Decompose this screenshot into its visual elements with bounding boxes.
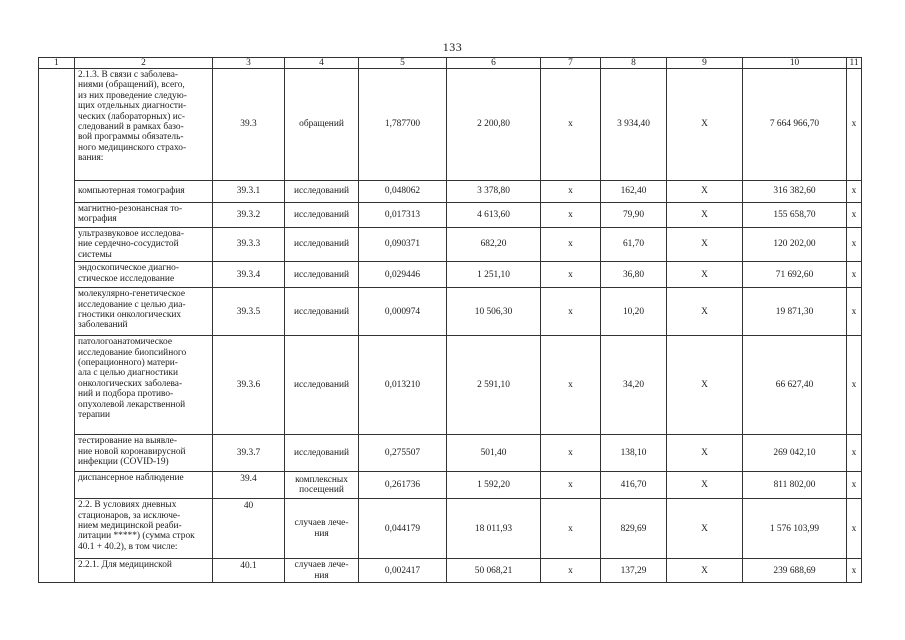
indicator-name-line: ческих (лабораторных) ис- xyxy=(78,111,186,122)
unit-line: исследований xyxy=(293,269,350,280)
col7-value: х xyxy=(541,288,601,336)
unit-line: исследований xyxy=(293,186,350,197)
cost-norm: 1 592,20 xyxy=(447,472,541,499)
indicator-name xyxy=(75,288,213,336)
row-code: 39.3 xyxy=(213,69,285,181)
indicator-name-line: терапии xyxy=(78,410,111,421)
col7-value: х xyxy=(541,435,601,472)
unit-line: случаев лече- xyxy=(294,518,349,529)
indicator-name xyxy=(75,203,213,228)
indicator-name xyxy=(75,435,213,472)
unit-line: исследований xyxy=(293,239,350,250)
col9-value: Х xyxy=(667,262,743,288)
volume-norm: 0,261736 xyxy=(359,472,447,499)
total-cost: 316 382,60 xyxy=(743,181,847,203)
indicator-name-line: компьютерная томография xyxy=(78,186,185,197)
per-capita-value: 829,69 xyxy=(601,499,667,559)
col11-value: х xyxy=(847,559,862,583)
unit-line: комплексных xyxy=(295,474,348,485)
col7-value: х xyxy=(541,228,601,262)
total-cost: 239 688,69 xyxy=(743,559,847,583)
total-cost: 66 627,40 xyxy=(743,336,847,435)
indicator-name-line: гностики онкологических xyxy=(78,310,182,321)
column-number-cell: 2 xyxy=(75,58,213,69)
indicator-name xyxy=(75,69,213,181)
indicator-name-line: стическое исследование xyxy=(78,273,175,284)
table-row xyxy=(39,181,862,203)
col11-value: х xyxy=(847,472,862,499)
column-number-cell: 11 xyxy=(847,58,862,69)
table-row xyxy=(39,228,862,262)
indicator-name-line: патологоанатомическое xyxy=(78,337,172,348)
unit-line: ния xyxy=(314,528,329,539)
col11-value: х xyxy=(847,336,862,435)
per-capita-value: 137,29 xyxy=(601,559,667,583)
row-code: 39.3.1 xyxy=(213,181,285,203)
col7-value: х xyxy=(541,336,601,435)
total-cost: 19 871,30 xyxy=(743,288,847,336)
unit-of-measure xyxy=(285,499,359,559)
unit-of-measure xyxy=(285,288,359,336)
unit-of-measure xyxy=(285,181,359,203)
volume-norm: 0,002417 xyxy=(359,559,447,583)
col9-value: Х xyxy=(667,69,743,181)
unit-line: посещений xyxy=(299,485,344,496)
indicator-name-line: ний и подбора противо- xyxy=(78,389,174,400)
col11-value: х xyxy=(847,499,862,559)
col9-value: Х xyxy=(667,499,743,559)
unit-line: случаев лече- xyxy=(294,560,349,571)
indicator-name-line: онкологических заболева- xyxy=(78,378,183,389)
volume-norm: 1,787700 xyxy=(359,69,447,181)
indicator-name-line: стационаров, за исключе- xyxy=(78,510,181,521)
column-number-cell: 1 xyxy=(39,58,75,69)
indicator-name-line: нием медицинской реаби- xyxy=(78,521,182,532)
cost-norm: 18 011,93 xyxy=(447,499,541,559)
col11-value: х xyxy=(847,203,862,228)
indicator-name xyxy=(75,499,213,559)
indicator-name xyxy=(75,336,213,435)
unit-of-measure xyxy=(285,559,359,583)
col9-value: Х xyxy=(667,203,743,228)
cost-norm: 2 591,10 xyxy=(447,336,541,435)
column-number-cell: 9 xyxy=(667,58,743,69)
table-row xyxy=(39,203,862,228)
indicator-name-line: щих отдельных диагности- xyxy=(78,101,187,112)
unit-of-measure xyxy=(285,228,359,262)
indicator-name-line: ние новой коронавирусной xyxy=(78,446,186,457)
indicator-name-line: системы xyxy=(78,249,112,260)
unit-of-measure xyxy=(285,472,359,499)
col9-value: Х xyxy=(667,336,743,435)
column-number-cell: 8 xyxy=(601,58,667,69)
volume-norm: 0,000974 xyxy=(359,288,447,336)
cost-norm: 501,40 xyxy=(447,435,541,472)
per-capita-value: 34,20 xyxy=(601,336,667,435)
col9-value: Х xyxy=(667,288,743,336)
total-cost: 1 576 103,99 xyxy=(743,499,847,559)
col9-value: Х xyxy=(667,559,743,583)
indicator-name-line: ниями (обращений), всего, xyxy=(78,80,185,91)
column-number-cell: 5 xyxy=(359,58,447,69)
per-capita-value: 61,70 xyxy=(601,228,667,262)
table-row xyxy=(39,336,862,435)
unit-line: исследований xyxy=(293,306,350,317)
cost-norm: 3 378,80 xyxy=(447,181,541,203)
indicator-name-line: ние сердечно-сосудистой xyxy=(78,239,179,250)
volume-norm: 0,017313 xyxy=(359,203,447,228)
per-capita-value: 36,80 xyxy=(601,262,667,288)
indicator-name-line: вой программы обязатель- xyxy=(78,132,184,143)
indicator-name xyxy=(75,262,213,288)
total-cost: 155 658,70 xyxy=(743,203,847,228)
indicator-name-line: следований в рамках базо- xyxy=(78,122,184,133)
cost-norm: 10 506,30 xyxy=(447,288,541,336)
unit-of-measure xyxy=(285,435,359,472)
col11-value: х xyxy=(847,181,862,203)
indicator-name-line: ного медицинского страхо- xyxy=(78,142,187,153)
indicator-name-line: из них проведение следую- xyxy=(78,90,187,101)
indicator-name-line: исследование биопсийного xyxy=(78,347,187,358)
indicator-name-line: 40.1 + 40.2), в том числе: xyxy=(78,541,178,552)
indicator-name-line: опухолевой лекарственной xyxy=(78,399,186,410)
cost-norm: 4 613,60 xyxy=(447,203,541,228)
cost-norm: 1 251,10 xyxy=(447,262,541,288)
unit-line: исследований xyxy=(293,448,350,459)
column-number-cell: 3 xyxy=(213,58,285,69)
indicator-name-line: эндоскопическое диагно- xyxy=(78,263,179,274)
total-cost: 811 802,00 xyxy=(743,472,847,499)
volume-norm: 0,090371 xyxy=(359,228,447,262)
row-group-cell xyxy=(39,69,75,583)
indicator-name xyxy=(75,472,213,499)
table-row xyxy=(39,288,862,336)
page-number: 133 xyxy=(442,40,463,54)
indicator-name-line: 2.2. В условиях дневных xyxy=(78,500,177,511)
col9-value: Х xyxy=(667,472,743,499)
indicator-name-line: заболеваний xyxy=(78,320,128,331)
column-number-cell: 10 xyxy=(743,58,847,69)
per-capita-value: 3 934,40 xyxy=(601,69,667,181)
col7-value: х xyxy=(541,203,601,228)
volume-norm: 0,275507 xyxy=(359,435,447,472)
table-row xyxy=(39,69,862,181)
total-cost: 269 042,10 xyxy=(743,435,847,472)
column-number-cell: 6 xyxy=(447,58,541,69)
unit-line: исследований xyxy=(293,209,350,220)
row-code: 40.1 xyxy=(213,559,285,583)
indicator-name-line: вания: xyxy=(78,153,104,164)
indicator-name-line: инфекции (COVID-19) xyxy=(78,457,169,468)
col7-value: х xyxy=(541,181,601,203)
total-cost: 120 202,00 xyxy=(743,228,847,262)
row-code: 40 xyxy=(213,499,285,559)
col9-value: Х xyxy=(667,228,743,262)
total-cost: 71 692,60 xyxy=(743,262,847,288)
indicator-name-line: (операционного) матери- xyxy=(78,358,178,369)
per-capita-value: 10,20 xyxy=(601,288,667,336)
table-body xyxy=(39,58,862,583)
cost-norm: 2 200,80 xyxy=(447,69,541,181)
table-row xyxy=(39,499,862,559)
data-table xyxy=(38,57,862,583)
indicator-name xyxy=(75,181,213,203)
per-capita-value: 162,40 xyxy=(601,181,667,203)
col7-value: х xyxy=(541,69,601,181)
col7-value: х xyxy=(541,262,601,288)
indicator-name-line: 2.1.3. В связи с заболева- xyxy=(78,70,179,80)
indicator-name xyxy=(75,559,213,583)
volume-norm: 0,048062 xyxy=(359,181,447,203)
volume-norm: 0,029446 xyxy=(359,262,447,288)
table-row xyxy=(39,559,862,583)
indicator-name-line: мография xyxy=(78,214,117,225)
cost-norm: 50 068,21 xyxy=(447,559,541,583)
column-number-cell: 4 xyxy=(285,58,359,69)
unit-of-measure xyxy=(285,262,359,288)
table-row xyxy=(39,435,862,472)
row-code: 39.3.2 xyxy=(213,203,285,228)
table-row xyxy=(39,262,862,288)
volume-norm: 0,044179 xyxy=(359,499,447,559)
indicator-name-line: диспансерное наблюдение xyxy=(78,473,184,484)
row-code: 39.3.6 xyxy=(213,336,285,435)
indicator-name-line: исследование с целью диа- xyxy=(78,299,186,310)
per-capita-value: 138,10 xyxy=(601,435,667,472)
col7-value: х xyxy=(541,499,601,559)
col11-value: х xyxy=(847,69,862,181)
col11-value: х xyxy=(847,435,862,472)
unit-of-measure xyxy=(285,336,359,435)
col7-value: х xyxy=(541,472,601,499)
indicator-name-line: магнитно-резонансная то- xyxy=(78,204,183,214)
table-row xyxy=(39,472,862,499)
col11-value: х xyxy=(847,228,862,262)
indicator-name-line: литации *****) (сумма строк xyxy=(78,531,195,542)
unit-line: исследований xyxy=(293,380,350,391)
col11-value: х xyxy=(847,288,862,336)
row-code: 39.3.4 xyxy=(213,262,285,288)
per-capita-value: 79,90 xyxy=(601,203,667,228)
column-number-row xyxy=(39,58,862,69)
row-code: 39.4 xyxy=(213,472,285,499)
col9-value: Х xyxy=(667,181,743,203)
indicator-name-line: ультразвуковое исследова- xyxy=(78,229,184,239)
cost-norm: 682,20 xyxy=(447,228,541,262)
indicator-name-line: молекулярно-генетическое xyxy=(78,289,186,300)
indicator-name-line: ала с целью диагностики xyxy=(78,368,178,379)
column-number-cell: 7 xyxy=(541,58,601,69)
unit-line: ния xyxy=(314,570,329,581)
indicator-name-line: тестирование на выявле- xyxy=(78,436,177,447)
col9-value: Х xyxy=(667,435,743,472)
row-code: 39.3.3 xyxy=(213,228,285,262)
col7-value: х xyxy=(541,559,601,583)
row-code: 39.3.7 xyxy=(213,435,285,472)
unit-of-measure xyxy=(285,203,359,228)
unit-line: обращений xyxy=(299,119,344,130)
indicator-name-line: 2.2.1. Для медицинской xyxy=(78,560,172,571)
unit-of-measure xyxy=(285,69,359,181)
total-cost: 7 664 966,70 xyxy=(743,69,847,181)
volume-norm: 0,013210 xyxy=(359,336,447,435)
indicator-name xyxy=(75,228,213,262)
col11-value: х xyxy=(847,262,862,288)
row-code: 39.3.5 xyxy=(213,288,285,336)
per-capita-value: 416,70 xyxy=(601,472,667,499)
